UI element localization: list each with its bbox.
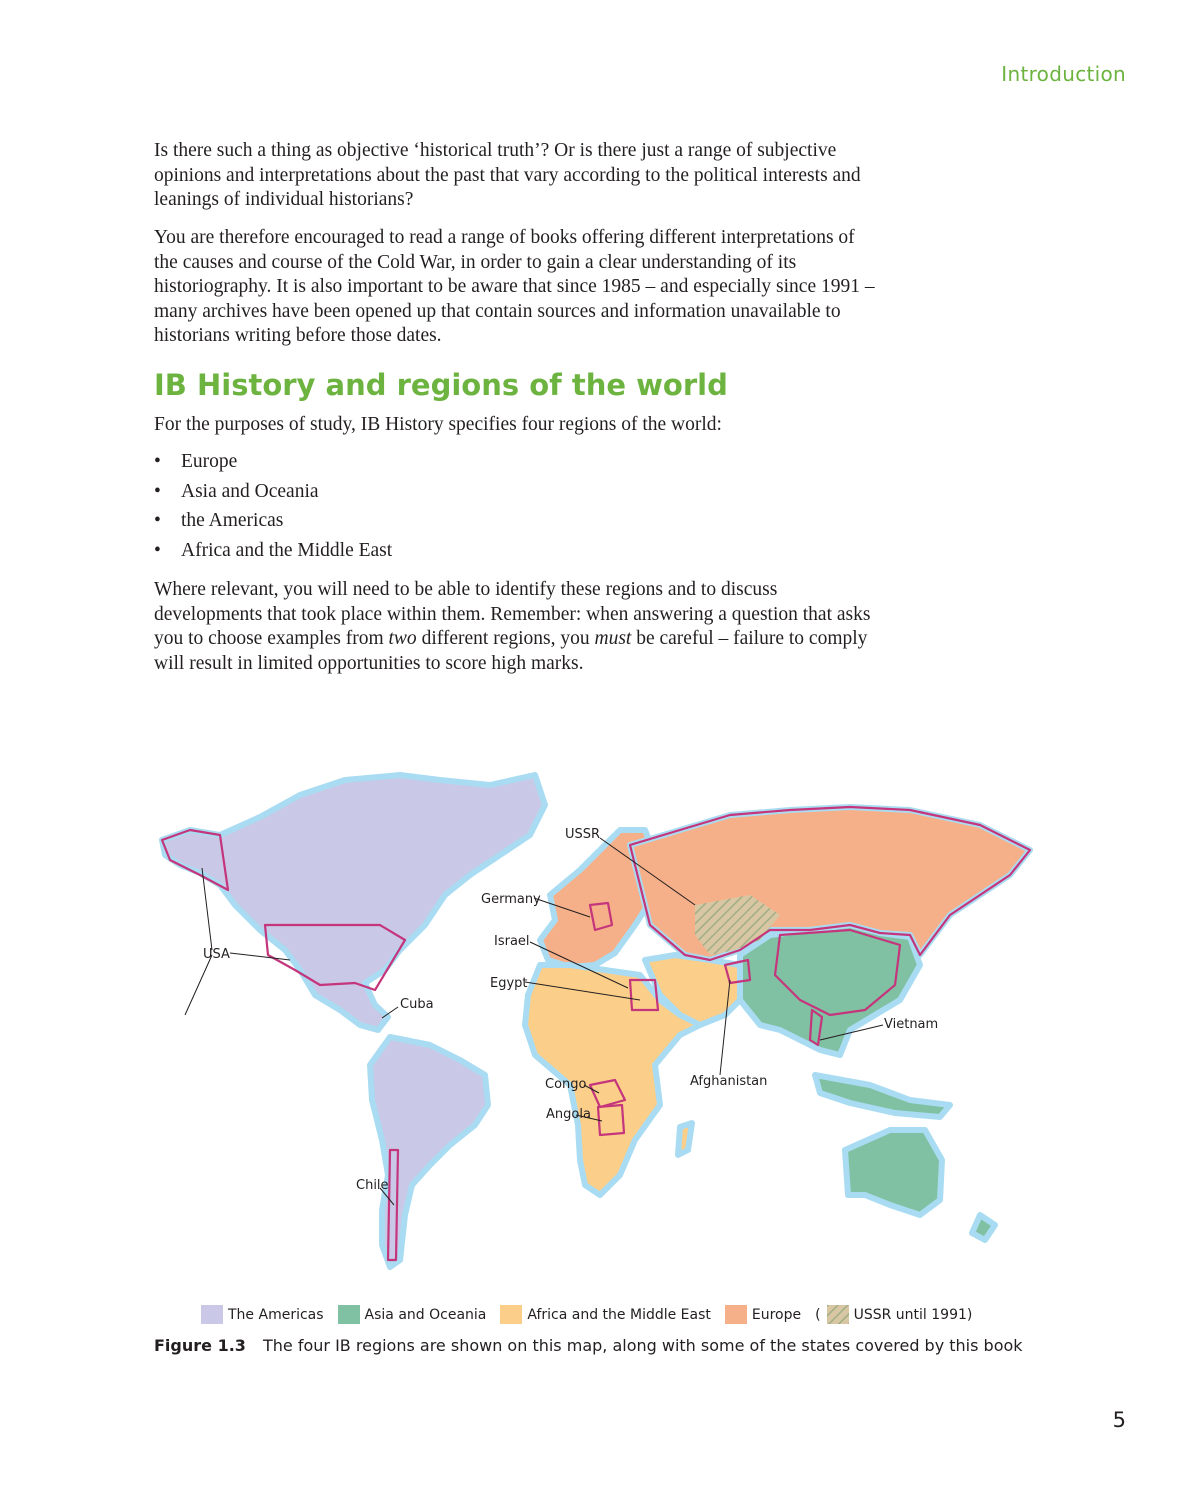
map-label-egypt: Egypt [490,976,528,991]
section-title: IB History and regions of the world [154,368,728,402]
legend-label-ussr: USSR until 1991) [853,1306,973,1323]
page-number: 5 [1112,1408,1126,1432]
emphasis-two: two [388,628,417,649]
southeast-asia-islands [815,1075,950,1117]
legend-label-europe: Europe [751,1306,802,1323]
legend-label-asia: Asia and Oceania [364,1306,487,1323]
intro-paragraph-2: You are therefore encouraged to read a range of books offering different interpretations of the causes and course of the Cold War, in order to gain a clear understanding of its historiography. It is also important to be aware that since 1985 – and especially since 1991 – many archives have been opened up that contain sources and information unavailable to historians writing before those dates. [154,227,875,346]
map-label-vietnam: Vietnam [884,1017,939,1032]
guidance-text-c: be careful – failure to comply will result in limited opportunities to score high marks. [154,628,868,674]
legend-item-europe [725,1305,801,1324]
list-item-label: the Americas [181,510,284,531]
legend-label-americas: The Americas [228,1306,324,1323]
map-label-cuba: Cuba [400,997,434,1012]
new-zealand-landmass [972,1215,995,1240]
americas-swatch [201,1305,223,1324]
ussr-hatch-swatch [827,1305,849,1324]
map-legend [201,1305,986,1324]
guidance-text-b: different regions, you [416,628,595,649]
legend-item-ussr [815,1305,972,1324]
bullet-icon: • [154,451,161,472]
africa-swatch [500,1305,522,1324]
bullet-icon: • [154,480,161,502]
europe-swatch [725,1305,747,1324]
asia-landmass [740,925,920,1055]
regions-list [154,450,392,568]
list-item [154,450,392,480]
legend-item-asia [338,1305,487,1324]
legend-label-africa: Africa and the Middle East [527,1306,711,1323]
list-item [154,539,392,569]
world-regions-map [150,755,1050,1280]
list-item [154,480,392,510]
legend-item-africa [500,1305,711,1324]
guidance-text-a: Where relevant, you will need to be able to identify these regions and to discuss developments that took place within them. Remember: when answering a question that asks you to choose examples from [154,579,871,649]
map-label-ussr: USSR [565,827,601,842]
figure-caption-text: The four IB regions are shown on this map, along with some of the states covered by this book [263,1336,1023,1355]
map-label-usa: USA [203,947,230,962]
list-item [154,509,392,539]
asia-swatch [338,1305,360,1324]
intro-paragraph-1: Is there such a thing as objective ‘historical truth’? Or is there just a range of subjective opinions and interpretations about the past that vary according to the political interests and leanings of individual historians? [154,140,861,210]
figure-label: Figure 1.3 [154,1336,246,1355]
map-label-afghanistan: Afghanistan [690,1074,768,1089]
list-item-label: Asia and Oceania [181,480,319,502]
map-label-angola: Angola [546,1107,591,1122]
list-item-label: Africa and the Middle East [181,539,393,561]
map-label-israel: Israel [494,934,530,949]
running-head: Introduction [1001,62,1126,86]
madagascar-landmass [678,1123,692,1155]
list-item-label: Europe [181,451,238,472]
map-label-germany: Germany [481,892,541,907]
bullet-icon: • [154,510,161,531]
map-label-congo: Congo [545,1077,587,1092]
regions-intro-paragraph: For the purposes of study, IB History specifies four regions of the world: [154,414,722,435]
emphasis-must: must [594,628,632,649]
australia-landmass [845,1130,942,1215]
figure-caption [154,1336,1023,1355]
legend-paren: ( [815,1306,821,1323]
legend-item-americas [201,1305,324,1324]
bullet-icon: • [154,539,161,561]
map-label-chile: Chile [356,1178,389,1193]
regions-guidance-paragraph [154,578,879,676]
